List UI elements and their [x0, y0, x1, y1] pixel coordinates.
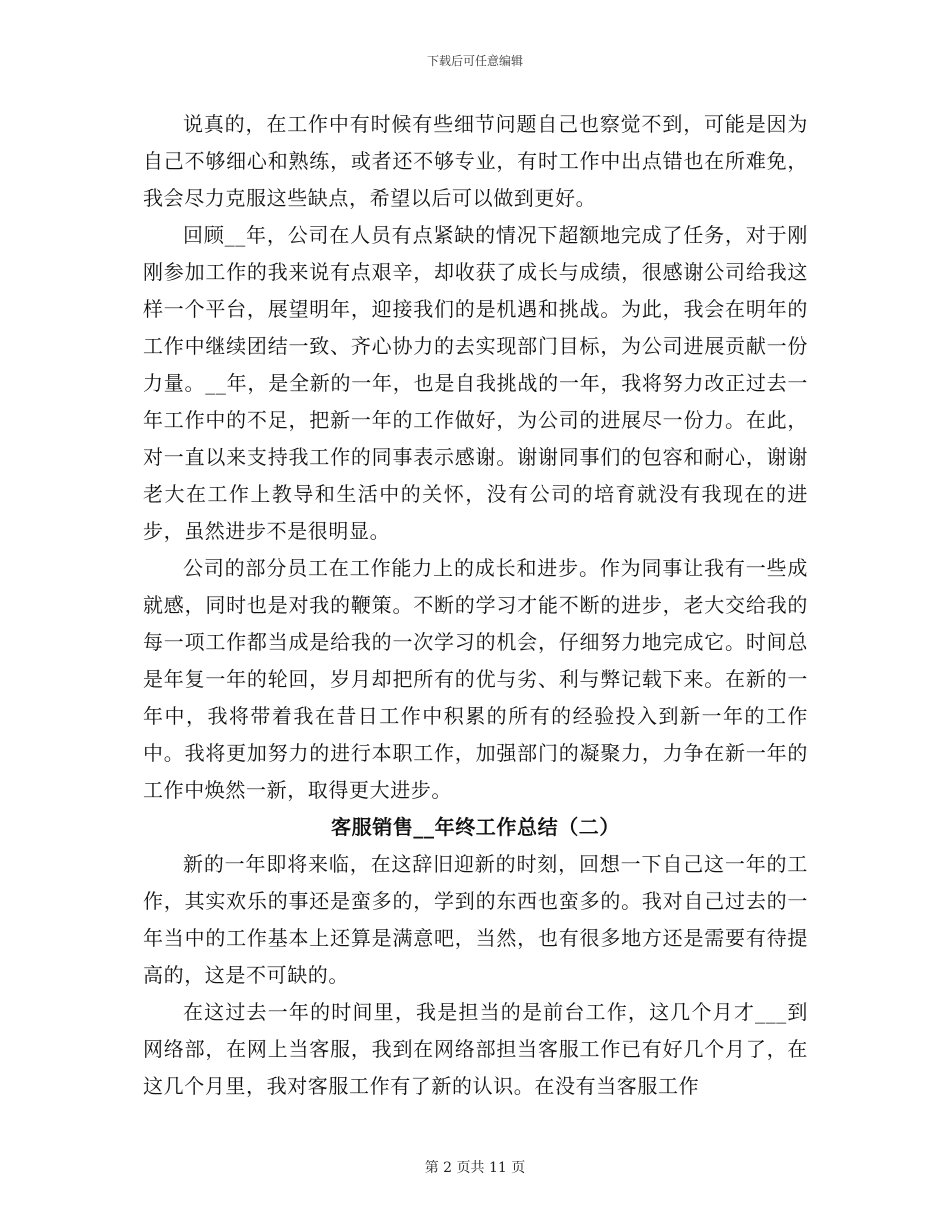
- page-number-footer: 第 2 页共 11 页: [424, 1160, 526, 1176]
- section-title: 客服销售__年终工作总结（二）: [331, 815, 620, 839]
- page-header: 下载后可任意编辑: [426, 54, 523, 68]
- paragraph: 说真的，在工作中有时候有些细节问题自己也察觉不到，可能是因为自己不够细心和熟练，或者还不够专业，有时工作中出点错也在所难免，我会尽力克服这些缺点，希望以后可以做到更好。: [143, 112, 808, 210]
- document-body: [143, 106, 808, 1105]
- paragraph: 在这过去一年的时间里，我是担当的是前台工作，这几个月才___到网络部，在网上当客服，我到在网络部担当客服工作已有好几个月了，在这几个月里，我对客服工作有了新的认识。在没有当客服工作: [143, 1000, 808, 1098]
- paragraph: 回顾__年，公司在人员有点紧缺的情况下超额地完成了任务，对于刚刚参加工作的我来说有点艰辛，却收获了成长与成绩，很感谢公司给我这样一个平台，展望明年，迎接我们的是机遇和挑战。为此，我会在明年的工作中继续团结一致、齐心协力的去实现部门目标，为公司进展贡献一份力量。__年，是全新的一年，也是自我挑战的一年，我将努力改正过去一年工作中的不足，把新一年的工作做好，为公司的进展尽一份力。在此，对一直以来支持我工作的同事表示感谢。谢谢同事们的包容和耐心，谢谢老大在工作上教导和生活中的关怀，没有公司的培育就没有我现在的进步，虽然进步不是很明显。: [143, 223, 808, 543]
- paragraph: 公司的部分员工在工作能力上的成长和进步。作为同事让我有一些成就感，同时也是对我的鞭策。不断的学习才能不断的进步，老大交给我的每一项工作都当成是给我的一次学习的机会，仔细努力地完成它。时间总是年复一年的轮回，岁月却把所有的优与劣、利与弊记载下来。在新的一年中，我将带着我在昔日工作中积累的所有的经验投入到新一年的工作中。我将更加努力的进行本职工作，加强部门的凝聚力，力争在新一年的工作中焕然一新，取得更大进步。: [143, 556, 808, 802]
- paragraph: 新的一年即将来临，在这辞旧迎新的时刻，回想一下自己这一年的工作，其实欢乐的事还是蛮多的，学到的东西也蛮多的。我对自己过去的一年当中的工作基本上还算是满意吧，当然，也有很多地方还是需要有待提高的，这是不可缺的。: [143, 852, 808, 987]
